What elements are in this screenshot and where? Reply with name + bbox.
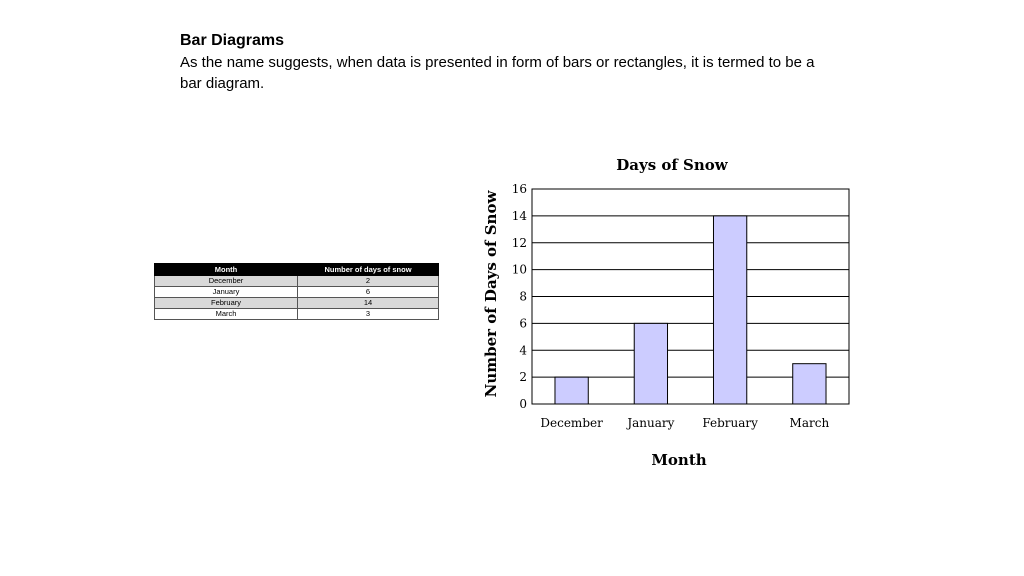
bar-january — [634, 323, 667, 404]
table-row — [155, 309, 439, 320]
table-cell-days: 3 — [298, 309, 439, 320]
chart-y-axis-label: Number of Days of Snow — [482, 190, 500, 398]
section-description: As the name suggests, when data is presented in form of bars or rectangles, it is termed to be a bar diagram. — [180, 54, 815, 92]
y-tick-label: 0 — [519, 397, 527, 411]
table-row — [155, 276, 439, 287]
x-tick-label: February — [702, 416, 758, 430]
table-row — [155, 287, 439, 298]
y-tick-label: 8 — [519, 289, 527, 304]
y-tick-label: 4 — [519, 343, 527, 358]
table-row — [155, 298, 439, 309]
table-header-month: Month — [155, 264, 298, 276]
y-tick-label: 14 — [511, 208, 527, 223]
y-tick-label: 12 — [511, 235, 527, 250]
table-cell-month: January — [155, 287, 298, 298]
section-heading: Bar Diagrams — [180, 32, 285, 49]
bar-february — [713, 216, 746, 404]
x-tick-label: January — [627, 416, 675, 430]
table-cell-month: December — [155, 276, 298, 287]
table-cell-days: 2 — [298, 276, 439, 287]
bar-december — [555, 377, 588, 404]
table-cell-days: 14 — [298, 298, 439, 309]
y-tick-label: 6 — [519, 316, 527, 331]
y-tick-label: 10 — [511, 262, 527, 277]
days-of-snow-chart — [470, 145, 870, 485]
chart-title: Days of Snow — [616, 156, 728, 174]
table-cell-month: March — [155, 309, 298, 320]
table-header-row — [155, 264, 439, 276]
chart-x-axis-label: Month — [651, 451, 707, 469]
x-tick-label: March — [789, 416, 830, 430]
table-cell-days: 6 — [298, 287, 439, 298]
snow-data-table — [154, 263, 439, 320]
y-tick-label: 2 — [519, 370, 527, 385]
bar-march — [793, 364, 826, 404]
x-tick-label: December — [540, 416, 603, 430]
table-cell-month: February — [155, 298, 298, 309]
y-tick-label: 16 — [511, 182, 527, 196]
table-header-days: Number of days of snow — [298, 264, 439, 276]
